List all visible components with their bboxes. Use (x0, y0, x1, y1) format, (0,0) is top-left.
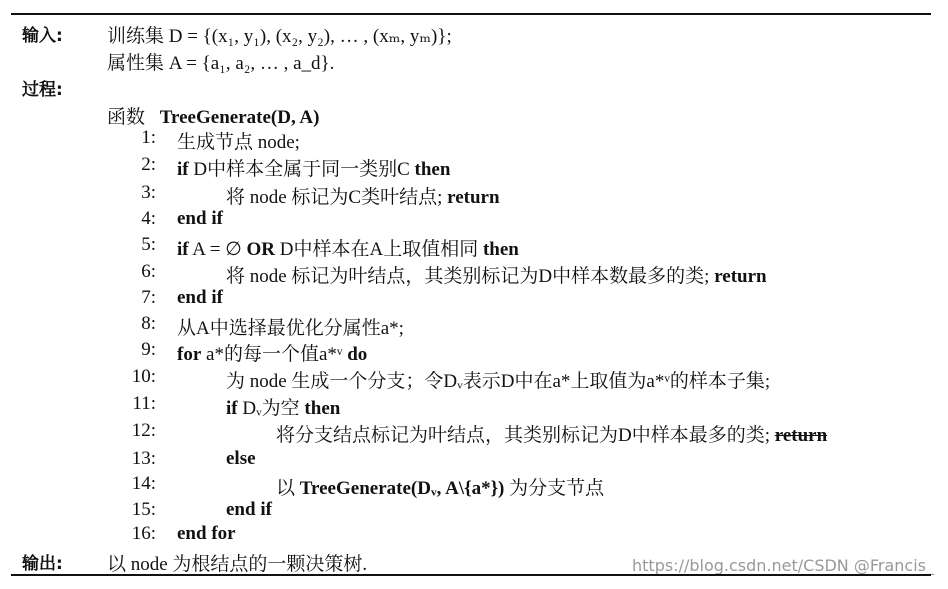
keyword: for (177, 344, 202, 365)
keyword: if (226, 398, 238, 419)
line-number: 6: (141, 261, 156, 282)
function-name: TreeGenerate(D, A) (159, 107, 320, 128)
keyword: return (714, 266, 767, 287)
watermark: https://blog.csdn.net/CSDN @Francis_ (632, 556, 934, 575)
keyword: return (447, 187, 500, 208)
keyword: OR (246, 239, 275, 260)
algorithm-line (226, 182, 500, 209)
line-number: 12: (131, 420, 156, 441)
algorithm-line (226, 499, 272, 521)
output-text: 以 node 为根结点的一颗决策树. (107, 554, 368, 575)
keyword: if (177, 159, 189, 180)
line-number: 7: (141, 287, 156, 308)
line-text: 以 (276, 478, 300, 499)
line-number: 4: (141, 208, 156, 229)
keyword: end for (177, 523, 236, 544)
line-text: A = ∅ (188, 239, 247, 260)
line-number: 11: (132, 393, 156, 414)
keyword: end if (226, 499, 272, 520)
attribute-set-text: 属性集 A = {a₁, a₂, … , a_d}. (107, 53, 335, 74)
line-text: 为分支节点 (504, 478, 605, 499)
line-number: 8: (141, 313, 156, 334)
algorithm-line (226, 261, 767, 288)
keyword: if (177, 239, 189, 260)
keyword: else (226, 448, 256, 469)
line-text: 为 node 生成一个分支；令Dᵥ表示D中在a*上取值为a*ᵛ的样本子集; (226, 371, 771, 392)
algorithm-line (177, 208, 223, 230)
line-text: 将 node 标记为C类叶结点; (226, 187, 448, 208)
keyword: then (304, 398, 341, 419)
line-number: 13: (131, 448, 156, 469)
line-number: 9: (141, 339, 156, 360)
keyword: then (482, 239, 519, 260)
line-number: 16: (131, 523, 156, 544)
keyword: do (347, 344, 368, 365)
training-set-text: 训练集 D = {(x₁, y₁), (x₂, y₂), … , (xₘ, yₘ)}; (107, 26, 452, 47)
output-label: 输出: (22, 554, 63, 574)
line-number: 3: (141, 182, 156, 203)
top-rule (11, 13, 931, 15)
algorithm-line (276, 473, 604, 500)
line-number: 1: (141, 127, 156, 148)
keyword: end if (177, 287, 223, 308)
bottom-rule (11, 574, 931, 576)
line-number: 2: (141, 154, 156, 175)
algorithm-line (177, 234, 519, 261)
algorithm-line (226, 393, 340, 420)
line-number: 5: (141, 234, 156, 255)
line-text: 从A中选择最优化分属性a*; (177, 318, 404, 339)
algorithm-line (177, 313, 404, 340)
line-text: Dᵥ为空 (237, 398, 305, 419)
line-number: 14: (131, 473, 156, 494)
keyword: end if (177, 208, 223, 229)
line-number: 10: (131, 366, 156, 387)
line-text: D中样本全属于同一类别C (188, 159, 415, 180)
algorithm-line (276, 420, 827, 447)
function-header (107, 102, 319, 129)
struck-keyword: return (774, 425, 828, 446)
algorithm-line (226, 366, 770, 393)
algorithm-line (177, 127, 300, 154)
line-text: 生成节点 node; (177, 132, 300, 153)
line-text: 将 node 标记为叶结点，其类别标记为D中样本数最多的类; (226, 266, 715, 287)
algorithm-line (226, 448, 256, 470)
line-text: D中样本在A上取值相同 (275, 239, 483, 260)
algorithm-line (177, 287, 223, 309)
algorithm-line (177, 523, 236, 545)
input-label: 输入: (22, 26, 63, 46)
algorithm-line (177, 339, 367, 366)
keyword: TreeGenerate(Dᵥ, A\{a*}) (299, 478, 505, 499)
line-text: a*的每一个值a*ᵛ (201, 344, 348, 365)
function-prefix: 函数 (107, 107, 146, 128)
line-number: 15: (131, 499, 156, 520)
algorithm-line (177, 154, 450, 181)
process-label: 过程: (22, 80, 63, 100)
keyword: then (414, 159, 451, 180)
line-text: 将分支结点标记为叶结点，其类别标记为D中样本最多的类; (276, 425, 775, 446)
